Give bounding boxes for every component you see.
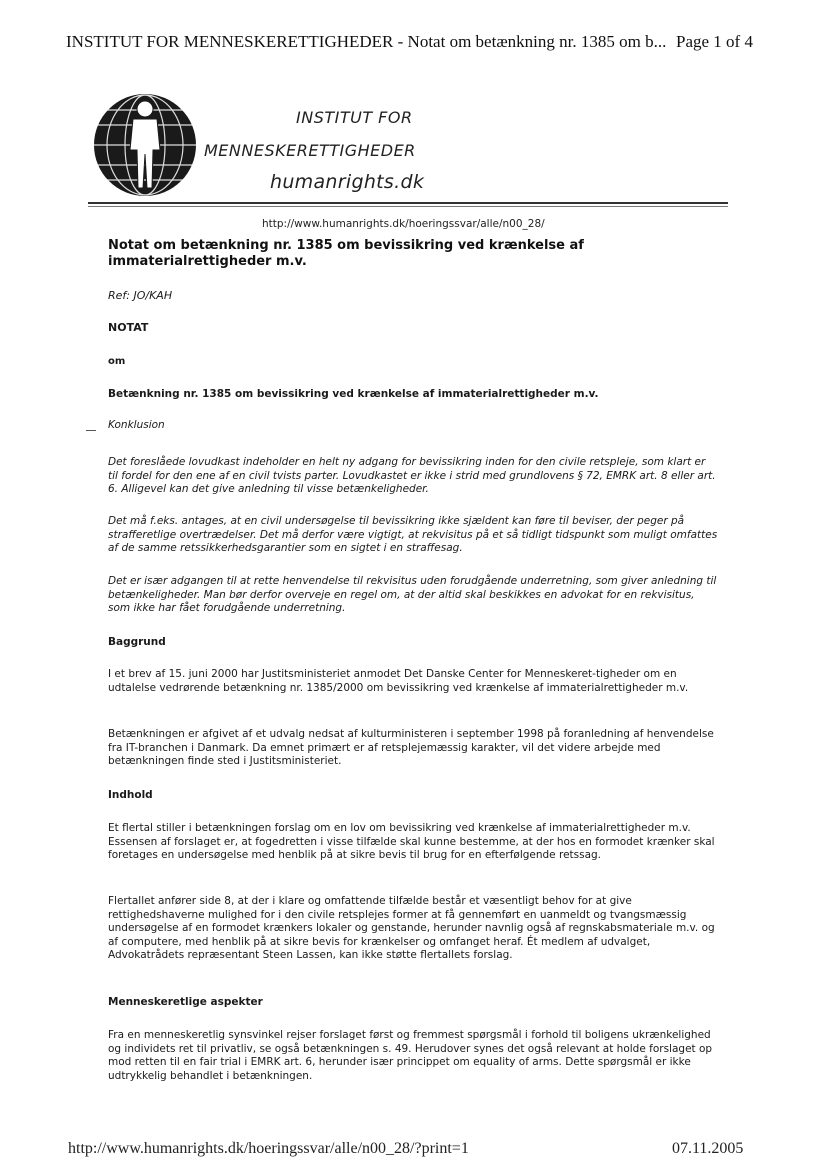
globe-human-figure-logo: [92, 92, 198, 198]
baggrund-paragraph-1: I et brev af 15. juni 2000 har Justitsministeriet anmodet Det Danske Center for Menneskeret-tigheder om en udtalelse vedrørende betænkning nr. 1385/2000 om bevissikring ved krænkelse af immaterialrettigheder m.v.: [108, 668, 689, 694]
header-rule-thin: [88, 206, 728, 207]
baggrund-paragraph-2: Betænkningen er afgivet af et udvalg nedsat af kulturministeren i september 1998 på foranledning af henvendelse fra IT-branchen i Danmark. Da emnet primært er af retsplejemæssig karakter, vil det videre arbejde med betænkningen finde sted i Justitsministeriet.: [108, 728, 714, 767]
footer-url: http://www.humanrights.dk/hoeringssvar/alle/n00_28/?print=1: [68, 1140, 469, 1157]
logo-line-institut: INSTITUT FOR: [296, 108, 413, 127]
logo-line-menneskerettigheder: MENNESKERETTIGHEDER: [204, 141, 416, 160]
baggrund-heading: Baggrund: [108, 636, 166, 648]
margin-mark: [86, 430, 96, 431]
indhold-paragraph-1: Et flertal stiller i betænkningen forslag om en lov om bevissikring ved krænkelse af immaterialrettigheder m.v. Essensen af forslaget er, at fogedretten i visse tilfælde skal kunne bestemme, at der hos en formodet krænker skal foretages en undersøgelse med henblik på at sikre bevis til brug for en efterfølgende retssag.: [108, 822, 715, 861]
konklusion-paragraph-2: Det må f.eks. antages, at en civil undersøgelse til bevissikring ikke sjældent kan føre til beviser, der peger på strafferetlige overtrædelser. Det må derfor være vigtigt, at rekvisitus på et så tidligt tidspunkt som muligt omfattes af de samme retssikkerhedsgarantier som en sigtet i en straffesag.: [108, 515, 718, 554]
document-subtitle: Betænkning nr. 1385 om bevissikring ved krænkelse af immaterialrettigheder m.v.: [108, 388, 599, 400]
om-label: om: [108, 356, 126, 367]
konklusion-paragraph-3: Det er især adgangen til at rette henvendelse til rekvisitus uden forudgående underretning, som giver anledning til betænkeligheder. Man bør derfor overveje en regel om, at der altid skal beskikkes en advokat for en rekvisitus, som ikke har fået forudgående underretning.: [108, 575, 717, 614]
konklusion-heading: Konklusion: [108, 419, 165, 431]
menneskeretlige-heading: Menneskeretlige aspekter: [108, 996, 263, 1008]
document-title: Notat om betænkning nr. 1385 om bevissikring ved krænkelse af immaterialrettigheder m.v.: [108, 238, 584, 269]
indhold-heading: Indhold: [108, 789, 153, 801]
notat-label: NOTAT: [108, 321, 149, 334]
page-number: Page 1 of 4: [676, 32, 753, 51]
header-rule: [88, 202, 728, 204]
konklusion-paragraph-1: Det foreslåede lovudkast indeholder en helt ny adgang for bevissikring inden for den civile retspleje, som klart er til fordel for den ene af en civil tvists parter. Lovudkastet er ikke i strid med grundlovens § 72, EMRK art. 8 eller art. 6. Alligevel kan det give anledning til visse betænkeligheder.: [108, 456, 716, 495]
logo-line-humanrights: humanrights.dk: [270, 171, 425, 193]
institute-logo: [92, 92, 732, 207]
footer-date: 07.11.2005: [672, 1140, 744, 1157]
menneskeretlige-paragraph-1: Fra en menneskeretlig synsvinkel rejser forslaget først og fremmest spørgsmål i forhold til boligens ukrænkelighed og individets ret til privatliv, se også betænkningen s. 49. Herudover synes det også relevant at holde forslaget op mod retten til en fair trial i EMRK art. 6, herunder især princippet om equality of arms. Dette spørgsmål er ikke udtrykkelig behandlet i betænkningen.: [108, 1029, 713, 1082]
indhold-paragraph-2: Flertallet anfører side 8, at der i klare og omfattende tilfælde består et væsentligt behov for at give rettighedshaverne mulighed for i den civile retsplejes former at få gennemført en uanmeldt og tvangsmæssig undersøgelse af en formodet krænkers lokaler og genstande, herunder navnlig også af regnskabsmateriale m.v. og af computere, med henblik på at sikre bevis for krænkelser og omfanget heraf. Ét medlem af udvalget, Advokatrådets repræsentant Steen Lassen, kan ikke støtte flertallets forslag.: [108, 895, 715, 961]
reference: Ref: JO/KAH: [108, 289, 173, 302]
print-footer: [68, 1140, 768, 1158]
print-header-title: INSTITUT FOR MENNESKERETTIGHEDER - Notat om betænkning nr. 1385 om b...: [66, 32, 667, 51]
print-header: [66, 32, 766, 52]
source-url: http://www.humanrights.dk/hoeringssvar/alle/n00_28/: [262, 218, 545, 230]
